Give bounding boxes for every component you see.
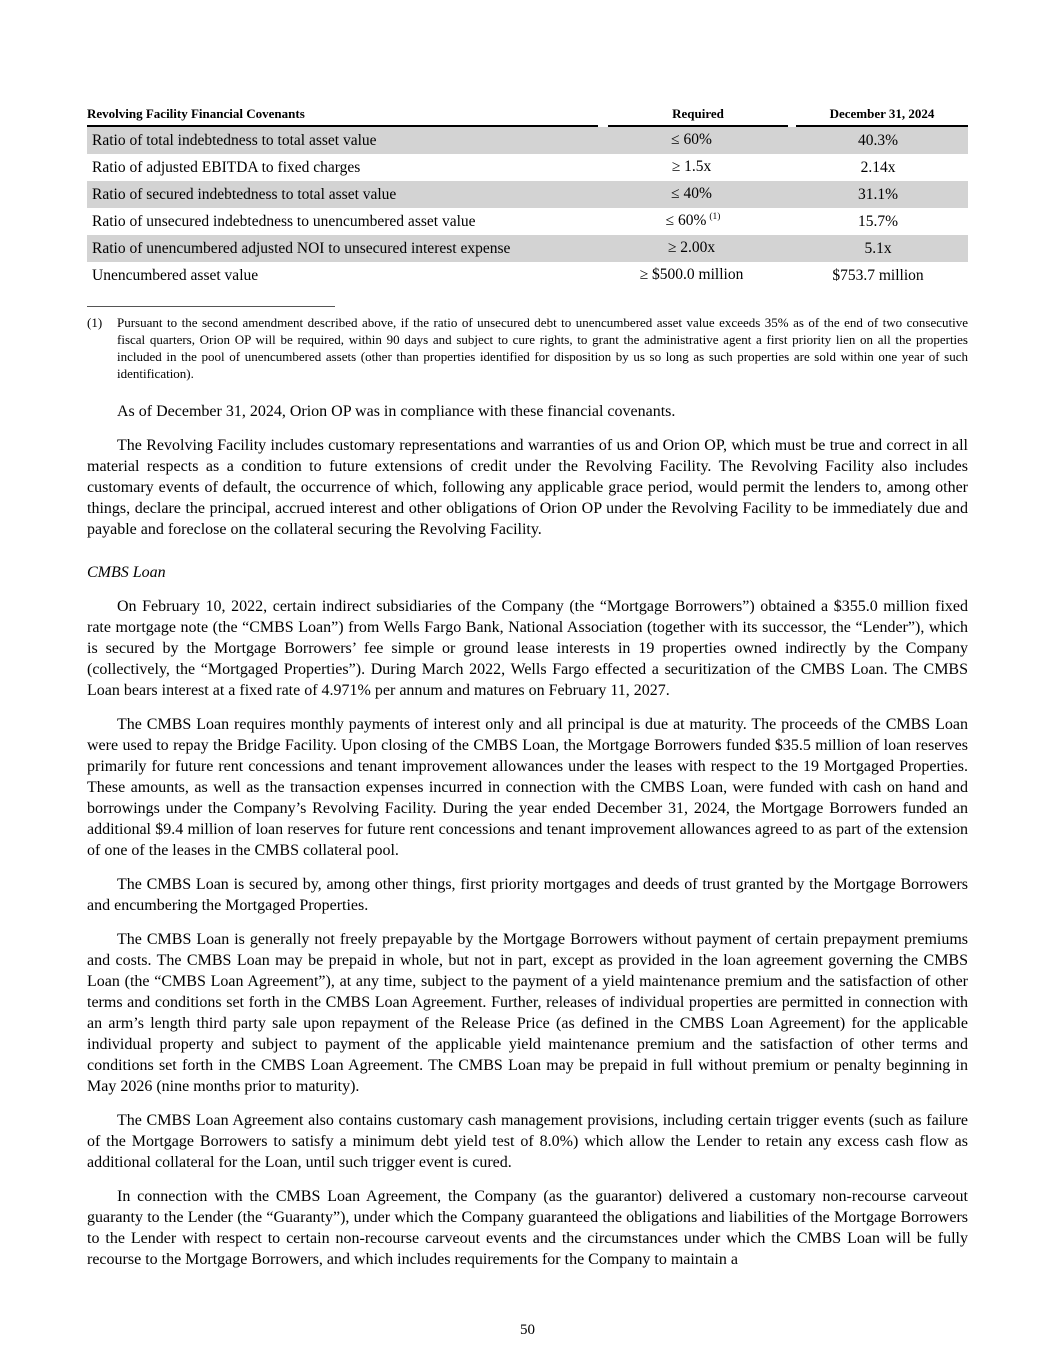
covenant-label: Ratio of adjusted EBITDA to fixed charges xyxy=(92,158,361,176)
paragraph-compliance: As of December 31, 2024, Orion OP was in compliance with these financial covenants. xyxy=(117,403,676,420)
covenant-label: Unencumbered asset value xyxy=(92,266,259,284)
footnote-marker: (1) xyxy=(87,315,103,330)
paragraph-cmbs-cash-management: The CMBS Loan Agreement also contains customary cash management provisions, including certain trigger events (such as failure of the Mortgage Borrowers to satisfy a minimum debt yield test of 8.0%) which allow the Lender to retain any excess cash flow as additional collateral for the Loan, until such trigger event is cured. xyxy=(87,1112,968,1171)
paragraph-cmbs-guaranty: In connection with the CMBS Loan Agreement, the Company (as the guarantor) delivered a customary non-recourse carveout guaranty to the Lender (the “Guaranty”), under which the Company guaranteed the obligations and liabilities of the Mortgage Borrowers to the Lender with respect to certain non-recourse carveout events and the circumstances under which the CMBS Loan will be fully recourse to the Mortgage Borrowers, and which includes requirements for the Company to maintain a xyxy=(87,1188,968,1268)
required-value-text: ≤ 40% xyxy=(671,185,712,203)
required-value-text: ≥ $500.0 million xyxy=(639,266,744,284)
covenants-table xyxy=(87,106,968,289)
covenant-actual-value: 31.1% xyxy=(788,181,968,208)
table-row xyxy=(87,154,968,181)
paragraph-cmbs-security: The CMBS Loan is secured by, among other things, first priority mortgages and deeds of trust granted by the Mortgage Borrowers and encumbering the Mortgaged Properties. xyxy=(87,876,968,914)
covenant-actual-value: $753.7 million xyxy=(832,266,924,284)
covenant-label: Ratio of unencumbered adjusted NOI to unsecured interest expense xyxy=(87,235,598,262)
required-value-text: ≤ 60% xyxy=(665,212,707,230)
table-header-covenants xyxy=(87,106,598,127)
table-header-date xyxy=(788,106,968,127)
covenant-actual-value: 2.14x xyxy=(860,158,896,176)
table-row xyxy=(87,181,968,208)
footnote-divider xyxy=(87,306,335,307)
covenant-label: Ratio of secured indebtedness to total asset value xyxy=(87,181,598,208)
paragraph-cmbs-prepayment: The CMBS Loan is generally not freely prepayable by the Mortgage Borrowers without payment of certain prepayment premiums and costs. The CMBS Loan may be prepaid in whole, but not in part, except as provided in the loan agreement governing the CMBS Loan (the “CMBS Loan Agreement”), at any time, subject to the payment of a yield maintenance premium and the satisfaction of other terms and conditions set forth in the CMBS Loan Agreement. Further, releases of individual properties are permitted in connection with an arm’s length third party sale upon repayment of the Release Price (as defined in the CMBS Loan Agreement) for the applicable individual property and subject to payment of the applicable yield maintenance premium and the satisfaction of other terms and conditions set forth in the CMBS Loan Agreement. The CMBS Loan may be prepaid in full without premium or penalty beginning in May 2026 (nine months prior to maturity). xyxy=(87,931,968,1095)
paragraph-cmbs-payments: The CMBS Loan requires monthly payments of interest only and all principal is due at maturity. The proceeds of the CMBS Loan were used to repay the Bridge Facility. Upon closing of the CMBS Loan, the Mortgage Borrowers funded $35.5 million of loan reserves primarily for future rent concessions and tenant improvement allowances under the leases with respect to the 19 Mortgaged Properties. These amounts, as well as the transaction expenses incurred in connection with the CMBS Loan, were funded with cash on hand and borrowings under the Company’s Revolving Facility. During the year ended December 31, 2024, the Mortgage Borrowers funded an additional $9.4 million of loan reserves for future rent concessions and tenant improvement allowances agreed to as part of the extension of one of the leases in the CMBS collateral pool. xyxy=(87,716,968,859)
footnote-text: Pursuant to the second amendment described above, if the ratio of unsecured debt to unencumbered asset value exceeds 35% as of the end of two consecutive fiscal quarters, Orion OP will be required, within 90 days and subject to cure rights, to grant the administrative agent a first priority lien on all the properties included in the pool of unencumbered assets (other than properties identified for disposition by us so long as such properties are sold within one year of such identification). xyxy=(117,315,968,381)
footnote-reference: (1) xyxy=(709,212,721,223)
table-header-required-label: Required xyxy=(608,106,788,127)
table-header-date-label: December 31, 2024 xyxy=(796,106,968,127)
covenant-actual-value: 40.3% xyxy=(788,127,968,154)
covenant-required-value xyxy=(598,154,788,181)
covenant-actual-value: 5.1x xyxy=(788,235,968,262)
required-value-text: ≥ 1.5x xyxy=(671,158,712,176)
footnote xyxy=(87,314,968,382)
paragraph-cmbs-origination: On February 10, 2022, certain indirect subsidiaries of the Company (the “Mortgage Borrowers”) obtained a $355.0 million fixed rate mortgage note (the “CMBS Loan”) from Wells Fargo Bank, National Association (together with its successor, the “Lender”), which is secured by the Mortgage Borrowers’ fee simple or ground lease interests in 19 properties owned indirectly by the Company (collectively, the “Mortgaged Properties”). During March 2022, Wells Fargo effected a securitization of the CMBS Loan. The CMBS Loan bears interest at a fixed rate of 4.971% per annum and matures on February 11, 2027. xyxy=(87,598,968,699)
table-header-required xyxy=(598,106,788,127)
required-value-text: ≤ 60% xyxy=(671,131,712,149)
table-header-covenants-label: Revolving Facility Financial Covenants xyxy=(87,106,598,127)
table-row xyxy=(87,208,968,235)
covenant-required-value xyxy=(598,235,788,262)
table-row xyxy=(87,235,968,262)
covenant-required-value xyxy=(598,262,788,289)
page-number: 50 xyxy=(520,1322,535,1338)
covenant-required-value xyxy=(598,127,788,154)
required-value-text: ≥ 2.00x xyxy=(667,239,716,257)
covenant-label: Ratio of unsecured indebtedness to unencumbered asset value xyxy=(92,212,476,230)
covenant-required-value xyxy=(598,208,788,235)
covenant-label: Ratio of total indebtedness to total asset value xyxy=(87,127,598,154)
paragraph-revolving-facility: The Revolving Facility includes customary representations and warranties of us and Orion OP, which must be true and correct in all material respects as a condition to future extensions of credit under the Revolving Facility. The Revolving Facility also includes customary events of default, the occurrence of which, following any applicable grace period, would permit the lenders to, among other things, declare the principal, accrued interest and other obligations of Orion OP under the Revolving Facility to be immediately due and payable and foreclose on the collateral securing the Revolving Facility. xyxy=(87,437,968,538)
table-row xyxy=(87,262,968,289)
table-header-row xyxy=(87,106,968,127)
heading-cmbs-loan: CMBS Loan xyxy=(87,564,166,581)
covenant-required-value xyxy=(598,181,788,208)
table-row xyxy=(87,127,968,154)
covenant-actual-value: 15.7% xyxy=(857,212,899,230)
